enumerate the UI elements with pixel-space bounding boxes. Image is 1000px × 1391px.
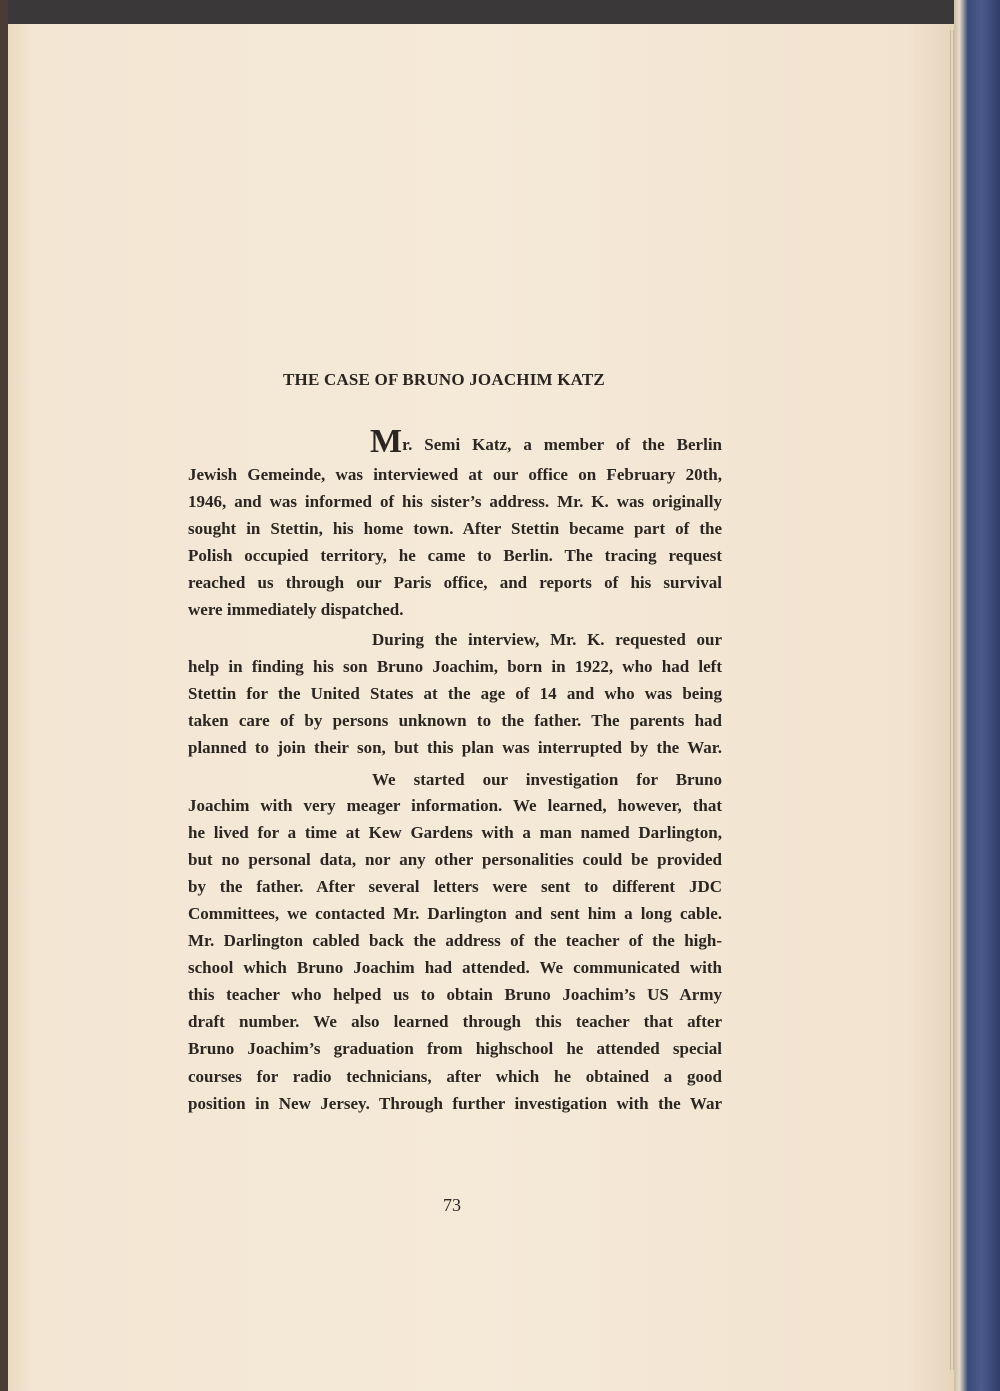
book-cover-binding <box>954 0 1000 1391</box>
text-line: r. Semi Katz, a member of the Berlin <box>402 435 722 454</box>
text-line: reached us through our Paris office, and reports of his survival <box>188 573 722 592</box>
book-page <box>6 24 956 1391</box>
text-line: planned to join their son, but this plan was interrupted by the War. <box>188 738 722 757</box>
text-line: 1946, and was informed of his sister’s address. Mr. K. was originally <box>188 492 722 511</box>
text-line: position in New Jersey. Through further investigation with the War <box>188 1094 722 1113</box>
paragraph-1-first-line <box>370 423 722 460</box>
paragraph-3-first-line: We started our investigation for Bruno <box>372 770 722 789</box>
page-number: 73 <box>443 1195 461 1215</box>
scan-background-top <box>0 0 960 24</box>
paragraph-2-first-line: During the interview, Mr. K. requested our <box>372 630 722 649</box>
text-line: by the father. After several letters were sent to different JDC <box>188 877 722 896</box>
text-line: taken care of by persons unknown to the father. The parents had <box>188 711 722 730</box>
left-page-edge <box>0 0 8 1391</box>
text-line: this teacher who helped us to obtain Bruno Joachim’s US Army <box>188 985 722 1004</box>
text-line: Stettin for the United States at the age of 14 and who was being <box>188 684 722 703</box>
text-line: help in finding his son Bruno Joachim, born in 1922, who had left <box>188 657 722 676</box>
text-line: courses for radio technicians, after which he obtained a good <box>188 1067 722 1086</box>
text-line: Mr. Darlington cabled back the address of the teacher of the high- <box>188 931 722 950</box>
text-line: Bruno Joachim’s graduation from highschool he attended special <box>188 1039 722 1058</box>
text-line: sought in Stettin, his home town. After Stettin became part of the <box>188 519 722 538</box>
text-line: he lived for a time at Kew Gardens with a man named Darlington, <box>188 823 722 842</box>
drop-cap: M <box>370 423 403 460</box>
text-line: Jewish Gemeinde, was interviewed at our office on February 20th, <box>188 465 722 484</box>
text-line: were immediately dispatched. <box>188 600 404 619</box>
page-title: THE CASE OF BRUNO JOACHIM KATZ <box>283 370 605 389</box>
text-line: but no personal data, nor any other personalities could be provided <box>188 850 722 869</box>
text-line: Joachim with very meager information. We learned, however, that <box>188 796 722 815</box>
text-line: Polish occupied territory, he came to Berlin. The tracing request <box>188 546 722 565</box>
text-line: school which Bruno Joachim had attended. We communicated with <box>188 958 722 977</box>
text-line: draft number. We also learned through this teacher that after <box>188 1012 722 1031</box>
text-line: Committees, we contacted Mr. Darlington and sent him a long cable. <box>188 904 722 923</box>
